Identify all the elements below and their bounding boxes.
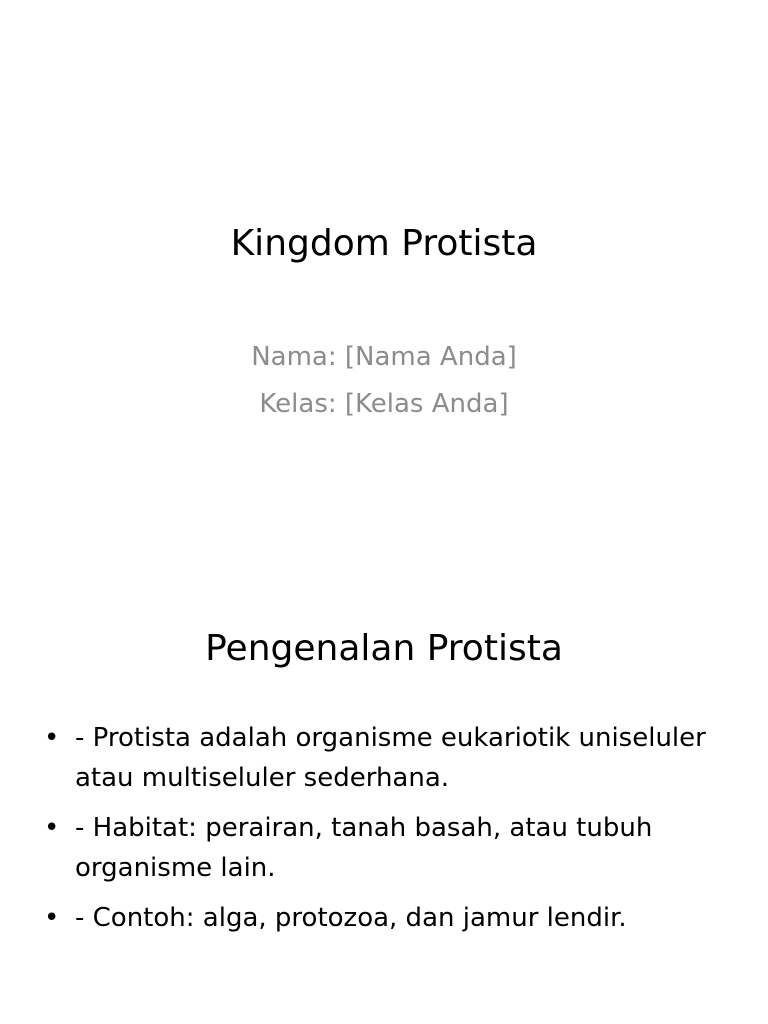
bullet-dot: • xyxy=(44,813,60,843)
subtitle-class-line: Kelas: [Kelas Anda] xyxy=(259,389,509,419)
slide-subtitle xyxy=(0,334,768,428)
slide-title: Kingdom Protista xyxy=(230,223,538,264)
bullet-item xyxy=(38,718,738,798)
bullet-text: - Protista adalah organisme eukariotik uniseluler atau multiseluler sederhana. xyxy=(75,723,706,793)
bullet-text: - Habitat: perairan, tanah basah, atau tubuh organisme lain. xyxy=(75,813,653,883)
bullet-dot: • xyxy=(44,903,60,933)
subtitle-name-line: Nama: [Nama Anda] xyxy=(251,342,517,372)
bullet-item xyxy=(38,808,738,888)
slide-title: Pengenalan Protista xyxy=(205,628,563,669)
bullet-item xyxy=(38,898,738,938)
bullet-text: - Contoh: alga, protozoa, dan jamur lendir. xyxy=(75,903,627,933)
bullet-dot: • xyxy=(44,723,60,753)
bullet-list xyxy=(38,718,738,948)
content-slide xyxy=(0,512,768,1024)
